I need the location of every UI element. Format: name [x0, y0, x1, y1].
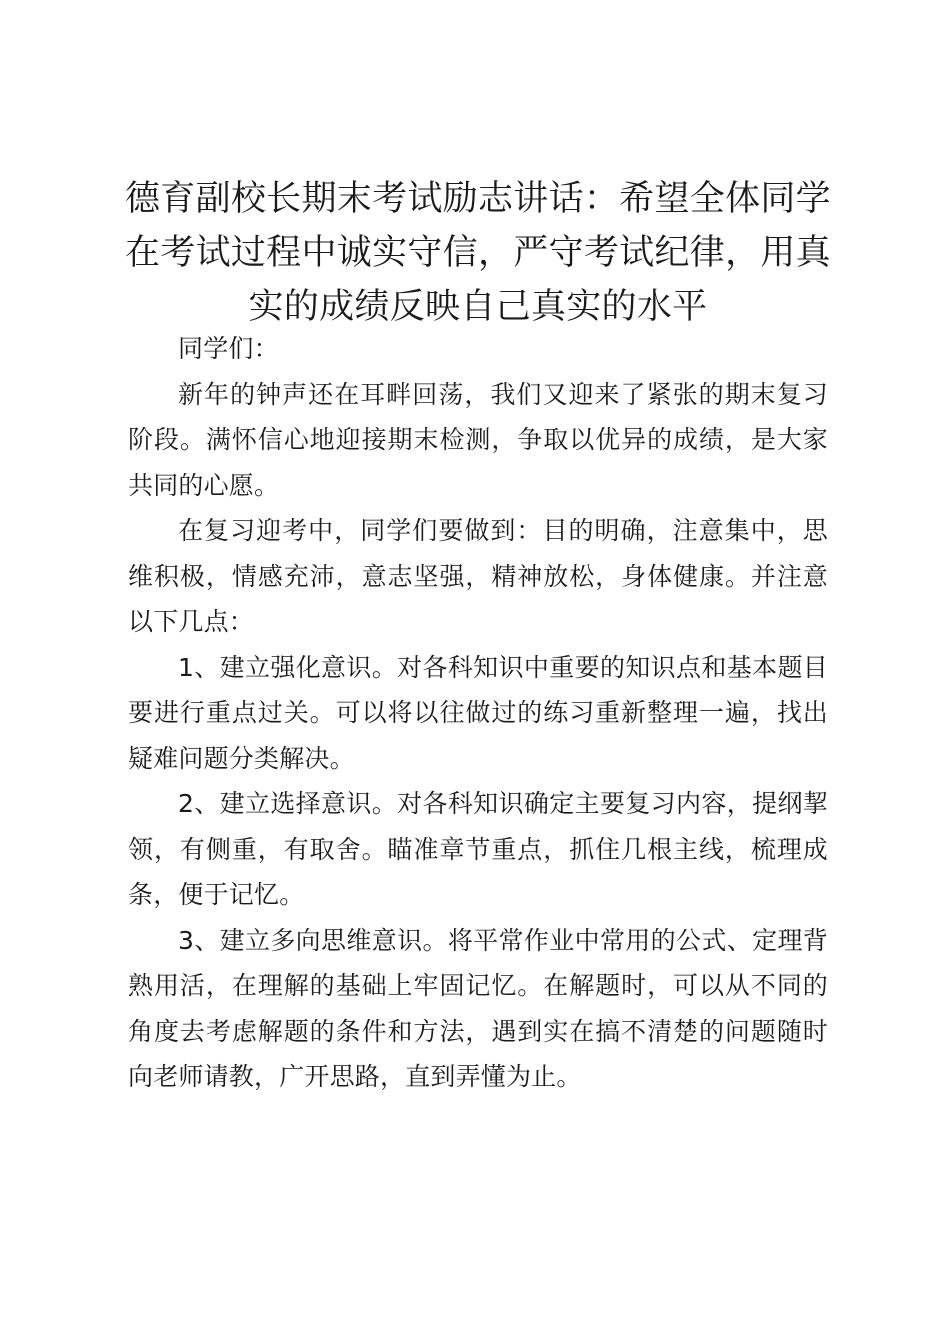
paragraph-5: 3、建立多向思维意识。将平常作业中常用的公式、定理背熟用活，在理解的基础上牢固记忆。在解题时，可以从不同的角度去考虑解题的条件和方法，遇到实在搞不清楚的问题随时向老师请教，广开思路，直到弄懂为止。 [128, 925, 828, 1091]
document-title: 德育副校长期末考试励志讲话：希望全体同学在考试过程中诚实守信，严守考试纪律，用真实的成绩反映自己真实的水平 [124, 179, 831, 327]
paragraph-1: 新年的钟声还在耳畔回荡，我们又迎来了紧张的期末复习阶段。满怀信心地迎接期末检测，争取以优异的成绩，是大家共同的心愿。 [128, 379, 828, 500]
paragraph-2: 在复习迎考中，同学们要做到：目的明确，注意集中，思维积极，情感充沛，意志坚强，精神放松，身体健康。并注意以下几点： [128, 516, 828, 636]
paragraph-3: 1、建立强化意识。对各科知识中重要的知识点和基本题目要进行重点过关。可以将以往做过的练习重新整理一遍，找出疑难问题分类解决。 [128, 652, 828, 773]
document-body [128, 326, 828, 1100]
salutation: 同学们： [178, 334, 279, 363]
paragraph-4: 2、建立选择意识。对各科知识确定主要复习内容，提纲挈领，有侧重，有取舍。瞄准章节重点，抓住几根主线，梳理成条，便于记忆。 [128, 789, 828, 909]
